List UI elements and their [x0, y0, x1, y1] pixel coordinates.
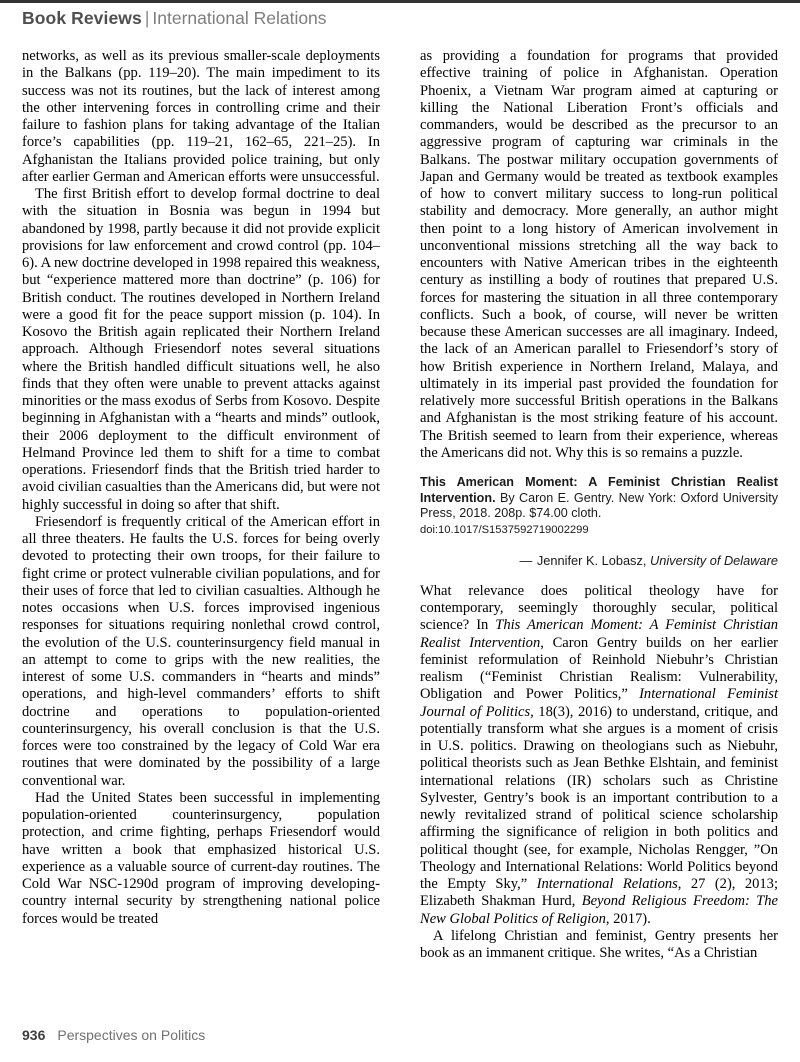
right-column	[420, 48, 778, 1010]
left-column	[22, 48, 380, 1010]
text-run: , 27 (2), 2013; Elizabeth Shakman Hurd,	[420, 876, 779, 910]
paragraph-continued: networks, as well as its previous smaller-scale deployments in the Balkans (pp. 119–20). The main impediment to its success was not its routines, but the lack of interest among the other intervening forces in controlling crime and their failure to fashion plans for taking advantage of the Italian force’s capabilities (pp. 119–21, 162–65, 221–25). In Afghanistan the Italians provided police training, but only after earlier German and American efforts were unsuccessful.	[22, 48, 380, 185]
book-imprint: By Caron E. Gentry. New York: Oxford University Press, 2018. 208p. $74.00 cloth.	[420, 490, 778, 521]
running-head-separator: |	[144, 8, 150, 28]
text-run: 18(3), 2016) to understand, critique, and potentially transform what she argues is a moment of crisis in U.S. politics. Drawing on theologians such as Niebuhr, political theorists such as Jean Bethke Elshtain, and feminist international relations (IR) scholars such as Christine Sylvester, Gentry’s book is an important contribution to a newly revitalized strand of political science scholarship affirming the significance of religion in both politics and political thought (see, for example, Nicholas Rengger, ”On Theology and International Relations: World Politics beyond the Empty Sky,”	[420, 703, 778, 893]
reviewer-affiliation: University of Delaware	[649, 552, 778, 568]
italic-title-run: Beyond Religious Freedom: The New Global Politics of Religion	[420, 893, 778, 927]
review-paragraph	[420, 583, 778, 928]
italic-title-run: International Relations	[536, 876, 678, 893]
book-title: This American Moment: A Feminist Christian Realist Intervention.	[420, 475, 778, 505]
paragraph: The first British effort to develop formal doctrine to deal with the situation in Bosnia was begun in 1994 but abandoned by 1998, partly because it did not provide explicit provisions for law enforcement and crowd control (pp. 104–6). A new doctrine developed in 1998 repaired this weakness, but “experience mattered more than doctrine” (p. 106) for British conduct. The routines developed in Northern Ireland were a good fit for the peace support mission (p. 104). In Kosovo the British again replicated their Northern Ireland approach. Although Friesendorf notes several situations where the British handled difficult situations well, he also finds that they often were unable to prevent attacks against minorities or the mass exodus of Serbs from Kosovo. Despite beginning in Afghanistan with a “hearts and minds” outlook, their 2006 deployment to the difficult environment of Helmand Province led them to shift for a time to combat operations. Friesendorf finds that the British tried harder to avoid civilian casualties than the Americans did, but were not highly successful in doing so after that shift.	[22, 186, 380, 513]
text-run: What relevance does political theology have for contemporary, seemingly thoroughly secular, political science? In	[420, 582, 778, 634]
running-head	[22, 8, 327, 28]
doi-line[interactable]: doi:10.1017/S1537592719002299	[420, 523, 589, 536]
paragraph: Friesendorf is frequently critical of the American effort in all three theaters. He faults the U.S. forces for being overly devoted to protecting their own troops, for their failure to fight crime or protect vulnerable civilian populations, and for their uses of force that led to civilian casualties. Although he notes occasions when U.S. forces improvised ingenious responses for situations requiring nonlethal crowd control, the evolution of the U.S. counterinsurgency field manual in an attempt to come to grips with the new realities, the interest of some U.S. commanders in “hearts and minds” operations, and high-level commanders’ efforts to shift doctrine and operations to population-oriented counterinsurgency, his overall conclusion is that the U.S. forces were too constrained by the legacy of Cold War era routines that were dominated by the possibility of a large conventional war.	[22, 513, 380, 789]
italic-title-run: This American Moment: A Feminist Christian Realist Intervention	[420, 617, 779, 651]
italic-title-run: International Feminist Journal of Politics,	[420, 686, 778, 720]
reviewer-attribution	[420, 553, 778, 569]
page-footer	[22, 1027, 205, 1044]
reviewer-name: Jennifer K. Lobasz,	[536, 552, 647, 568]
em-dash: —	[519, 552, 534, 568]
two-column-body	[22, 48, 778, 1010]
running-head-main: Book Reviews	[22, 8, 142, 28]
text-run: , Caron Gentry builds on her earlier feminist reformulation of Reinhold Niebuhr’s Christian realism (“Feminist Christian Realism: Vulnerability, Obligation and Power Politics,”	[420, 634, 778, 703]
journal-name: Perspectives on Politics	[57, 1027, 206, 1043]
text-run: , 2017).	[605, 910, 651, 927]
page-top-rule	[0, 0, 800, 3]
paragraph-continued: as providing a foundation for programs that provided effective training of police in Afghanistan. Operation Phoenix, a Vietnam War program aimed at capturing or killing the National Liberation Front’s officials and commanders, would be described as the precursor to an aggressive program of capturing war criminals in the Balkans. The postwar military occupation governments of Japan and Germany would be treated as textbook examples of how to convert military success to long-run political stability and democracy. More generally, an author might then point to a long history of American involvement in unconventional missions stretching all the way back to encounters with Native American tribes in the eighteenth century as instilling a body of routines that prepared U.S. forces for mastering the situation in all three contemporary conflicts. Such a book, of course, will never be written because these American successes are all imaginary. Indeed, the lack of an American parallel to Friesendorf’s story of how British experience in Northern Ireland, Malaya, and ultimately in its imperial past provided the foundation for relatively more successful British operations in the Balkans and Afghanistan is the most striking feature of his account. The British seemed to learn from their experience, whereas the Americans did not. Why this is so remains a puzzle.	[420, 48, 778, 461]
page-number: 936	[22, 1027, 46, 1043]
paragraph: Had the United States been successful in implementing population-oriented counterinsurgency, population protection, and crime fighting, perhaps Friesendorf would have written a book that emphasized historical U.S. experience as a valuable source of current-day routines. The Cold War NSC-1290d program of improving developing-country internal security by strengthening national police forces would be treated	[22, 789, 380, 927]
review-paragraph	[420, 928, 778, 963]
review-body	[420, 583, 778, 963]
book-citation	[420, 475, 778, 522]
text-run: A lifelong Christian and feminist, Gentry presents her book as an immanent critique. She writes, “As a Christian	[420, 927, 778, 962]
running-head-section: International Relations	[152, 8, 327, 28]
